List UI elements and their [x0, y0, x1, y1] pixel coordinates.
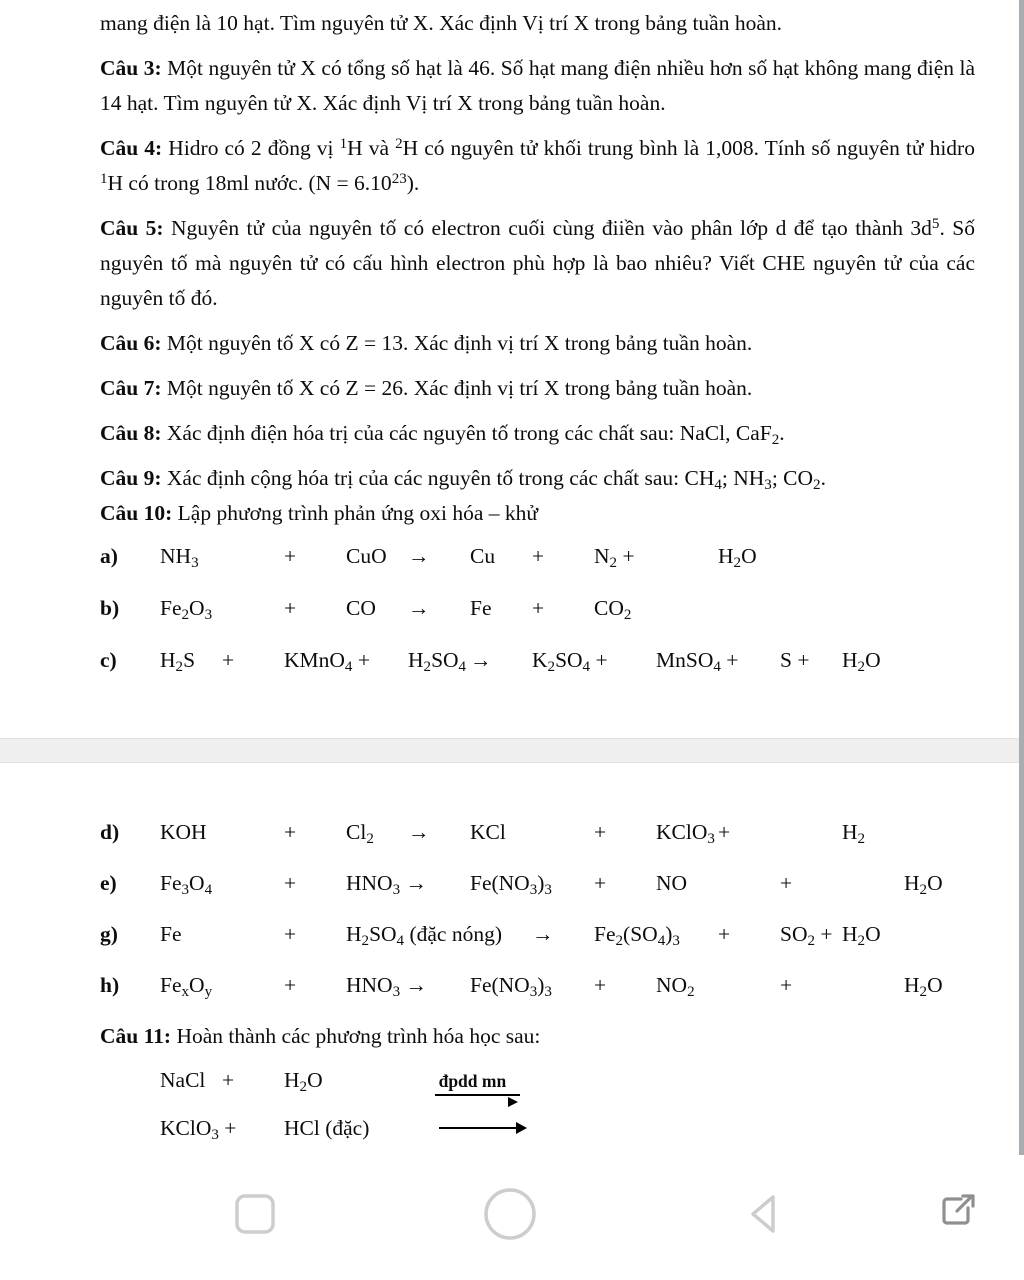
equation-label: c) [100, 648, 117, 672]
equation-formula: KOH + $Cl_2$ → KCl + KClO$_3$ + $H_2$ [160, 820, 866, 847]
equation-formula: Fe + $H_2SO_4$ (đặc nóng) → $Fe_2(SO_4)_3$ + $SO_2$ + $H_2O$ [160, 922, 881, 949]
equation-label: a) [100, 544, 118, 568]
question-text: Xác định cộng hóa trị của các nguyên tố trong các chất sau: $CH_4$; $NH_3$; $CO_2$. [161, 466, 826, 493]
home-icon [482, 1186, 538, 1242]
question-text: Một nguyên tử X có tổng số hạt là 46. Số hạt mang điện nhiều hơn số hạt không mang điện là 14 hạt. Tìm nguyên tử X. Xác định Vị trí X trong bảng tuần hoàn. [100, 56, 975, 115]
question-cau-7 [100, 371, 975, 406]
question-cau-3 [100, 51, 975, 121]
question-label: Câu 5: [100, 216, 164, 240]
question-cau-9 [100, 461, 975, 496]
reaction-formula: KClO$_3$ + HCl (đặc) [160, 1116, 370, 1143]
equation-g [100, 917, 975, 952]
document-page-2 [0, 763, 1024, 1156]
equation-h [100, 968, 975, 1003]
equation-d [100, 815, 975, 850]
back-icon [742, 1191, 788, 1237]
home-button[interactable] [482, 1186, 538, 1242]
equation-formula: $H_2S$ + KMnO$_4$ + $H_2SO_4$ → $K_2SO_4$ + MnSO$_4$ + S + $H_2O$ [160, 648, 881, 675]
question-label: Câu 11: [100, 1024, 172, 1048]
recents-button[interactable] [227, 1186, 283, 1242]
question-text: Hoàn thành các phương trình hóa học sau: [171, 1024, 541, 1048]
reaction-condition: đpdd mn [435, 1070, 521, 1096]
equation-formula: $NH_3$ + CuO → Cu + $N_2$ + $H_2O$ [160, 544, 757, 571]
question-text: Lập phương trình phản ứng oxi hóa – khử [172, 501, 539, 525]
arrowhead-icon [508, 1097, 518, 1107]
page-separator [0, 738, 1024, 763]
paragraph-continuation: mang điện là 10 hạt. Tìm nguyên tử X. Xác định Vị trí X trong bảng tuần hoàn. [100, 11, 783, 35]
equation-formula: $Fe_xO_y$ + $HNO_3$ → $Fe(NO_3)_3$ + $NO_2$ + $H_2O$ [160, 973, 943, 1000]
equation-formula: $Fe_2O_3$ + CO → Fe + $CO_2$ [160, 596, 632, 623]
question-cau-4 [100, 131, 975, 201]
question-text: Hidro có 2 đồng vị $^1$H và $^2$H có nguyên tử khối trung bình là 1,008. Tính số nguyên tử hidro $^1$H có trong 18ml nước. $(N = 6.10^{23})$. [100, 136, 975, 195]
reaction-kclo3-hcl [160, 1108, 975, 1148]
arrowhead-icon [516, 1122, 527, 1134]
question-cau-11 [100, 1019, 975, 1054]
equation-list-page-1 [100, 539, 975, 678]
equation-e [100, 866, 975, 901]
screenshot-edit-button[interactable] [930, 1184, 986, 1240]
equation-label: h) [100, 973, 120, 997]
question-label: Câu 10: [100, 501, 173, 525]
equation-list-page-2 [100, 815, 975, 1003]
screenshot-edit-icon [937, 1191, 979, 1233]
question-cau-8 [100, 416, 975, 451]
question-cau-10 [100, 496, 975, 531]
equation-label: d) [100, 820, 120, 844]
back-button[interactable] [737, 1186, 793, 1242]
question-text: Một nguyên tố X có Z = 13. Xác định vị trí X trong bảng tuần hoàn. [161, 331, 753, 355]
question-label: Câu 8: [100, 421, 162, 445]
reaction-formula: NaCl + $H_2O$ [160, 1068, 323, 1095]
reaction-arrow-icon [439, 1127, 525, 1129]
question-text: Xác định điện hóa trị của các nguyên tố trong các chất sau: NaCl, CaF$_2$. [161, 421, 785, 448]
question-text: Một nguyên tố X có Z = 26. Xác định vị trí X trong bảng tuần hoàn. [161, 376, 753, 400]
question-label: Câu 4: [100, 136, 163, 160]
scrollbar[interactable] [1019, 0, 1024, 1160]
question-cau-6 [100, 326, 975, 361]
question-label: Câu 7: [100, 376, 162, 400]
equation-formula: $Fe_3O_4$ + $HNO_3$ → $Fe(NO_3)_3$ + NO + $H_2O$ [160, 871, 943, 898]
recents-icon [232, 1191, 278, 1237]
electrolysis-arrow [435, 1060, 521, 1100]
equation-label: b) [100, 596, 120, 620]
system-navbar [0, 1155, 1024, 1280]
question-label: Câu 3: [100, 56, 162, 80]
reaction-nacl-h2o [160, 1060, 975, 1100]
equation-a [100, 539, 975, 574]
question-cau-5 [100, 211, 975, 316]
question-label: Câu 9: [100, 466, 162, 490]
equation-b [100, 591, 975, 626]
equation-label: e) [100, 871, 117, 895]
equation-label: g) [100, 922, 118, 946]
question-text: Nguyên tử của nguyên tố có electron cuối cùng điiền vào phân lớp d để tạo thành $3d^5$. Số nguyên tố mà nguyên tử có cấu hình electron phù hợp là bao nhiêu? Viết CHE nguyên tử của các nguyên tố đó. [100, 216, 975, 310]
question-label: Câu 6: [100, 331, 162, 355]
equation-c [100, 643, 975, 678]
